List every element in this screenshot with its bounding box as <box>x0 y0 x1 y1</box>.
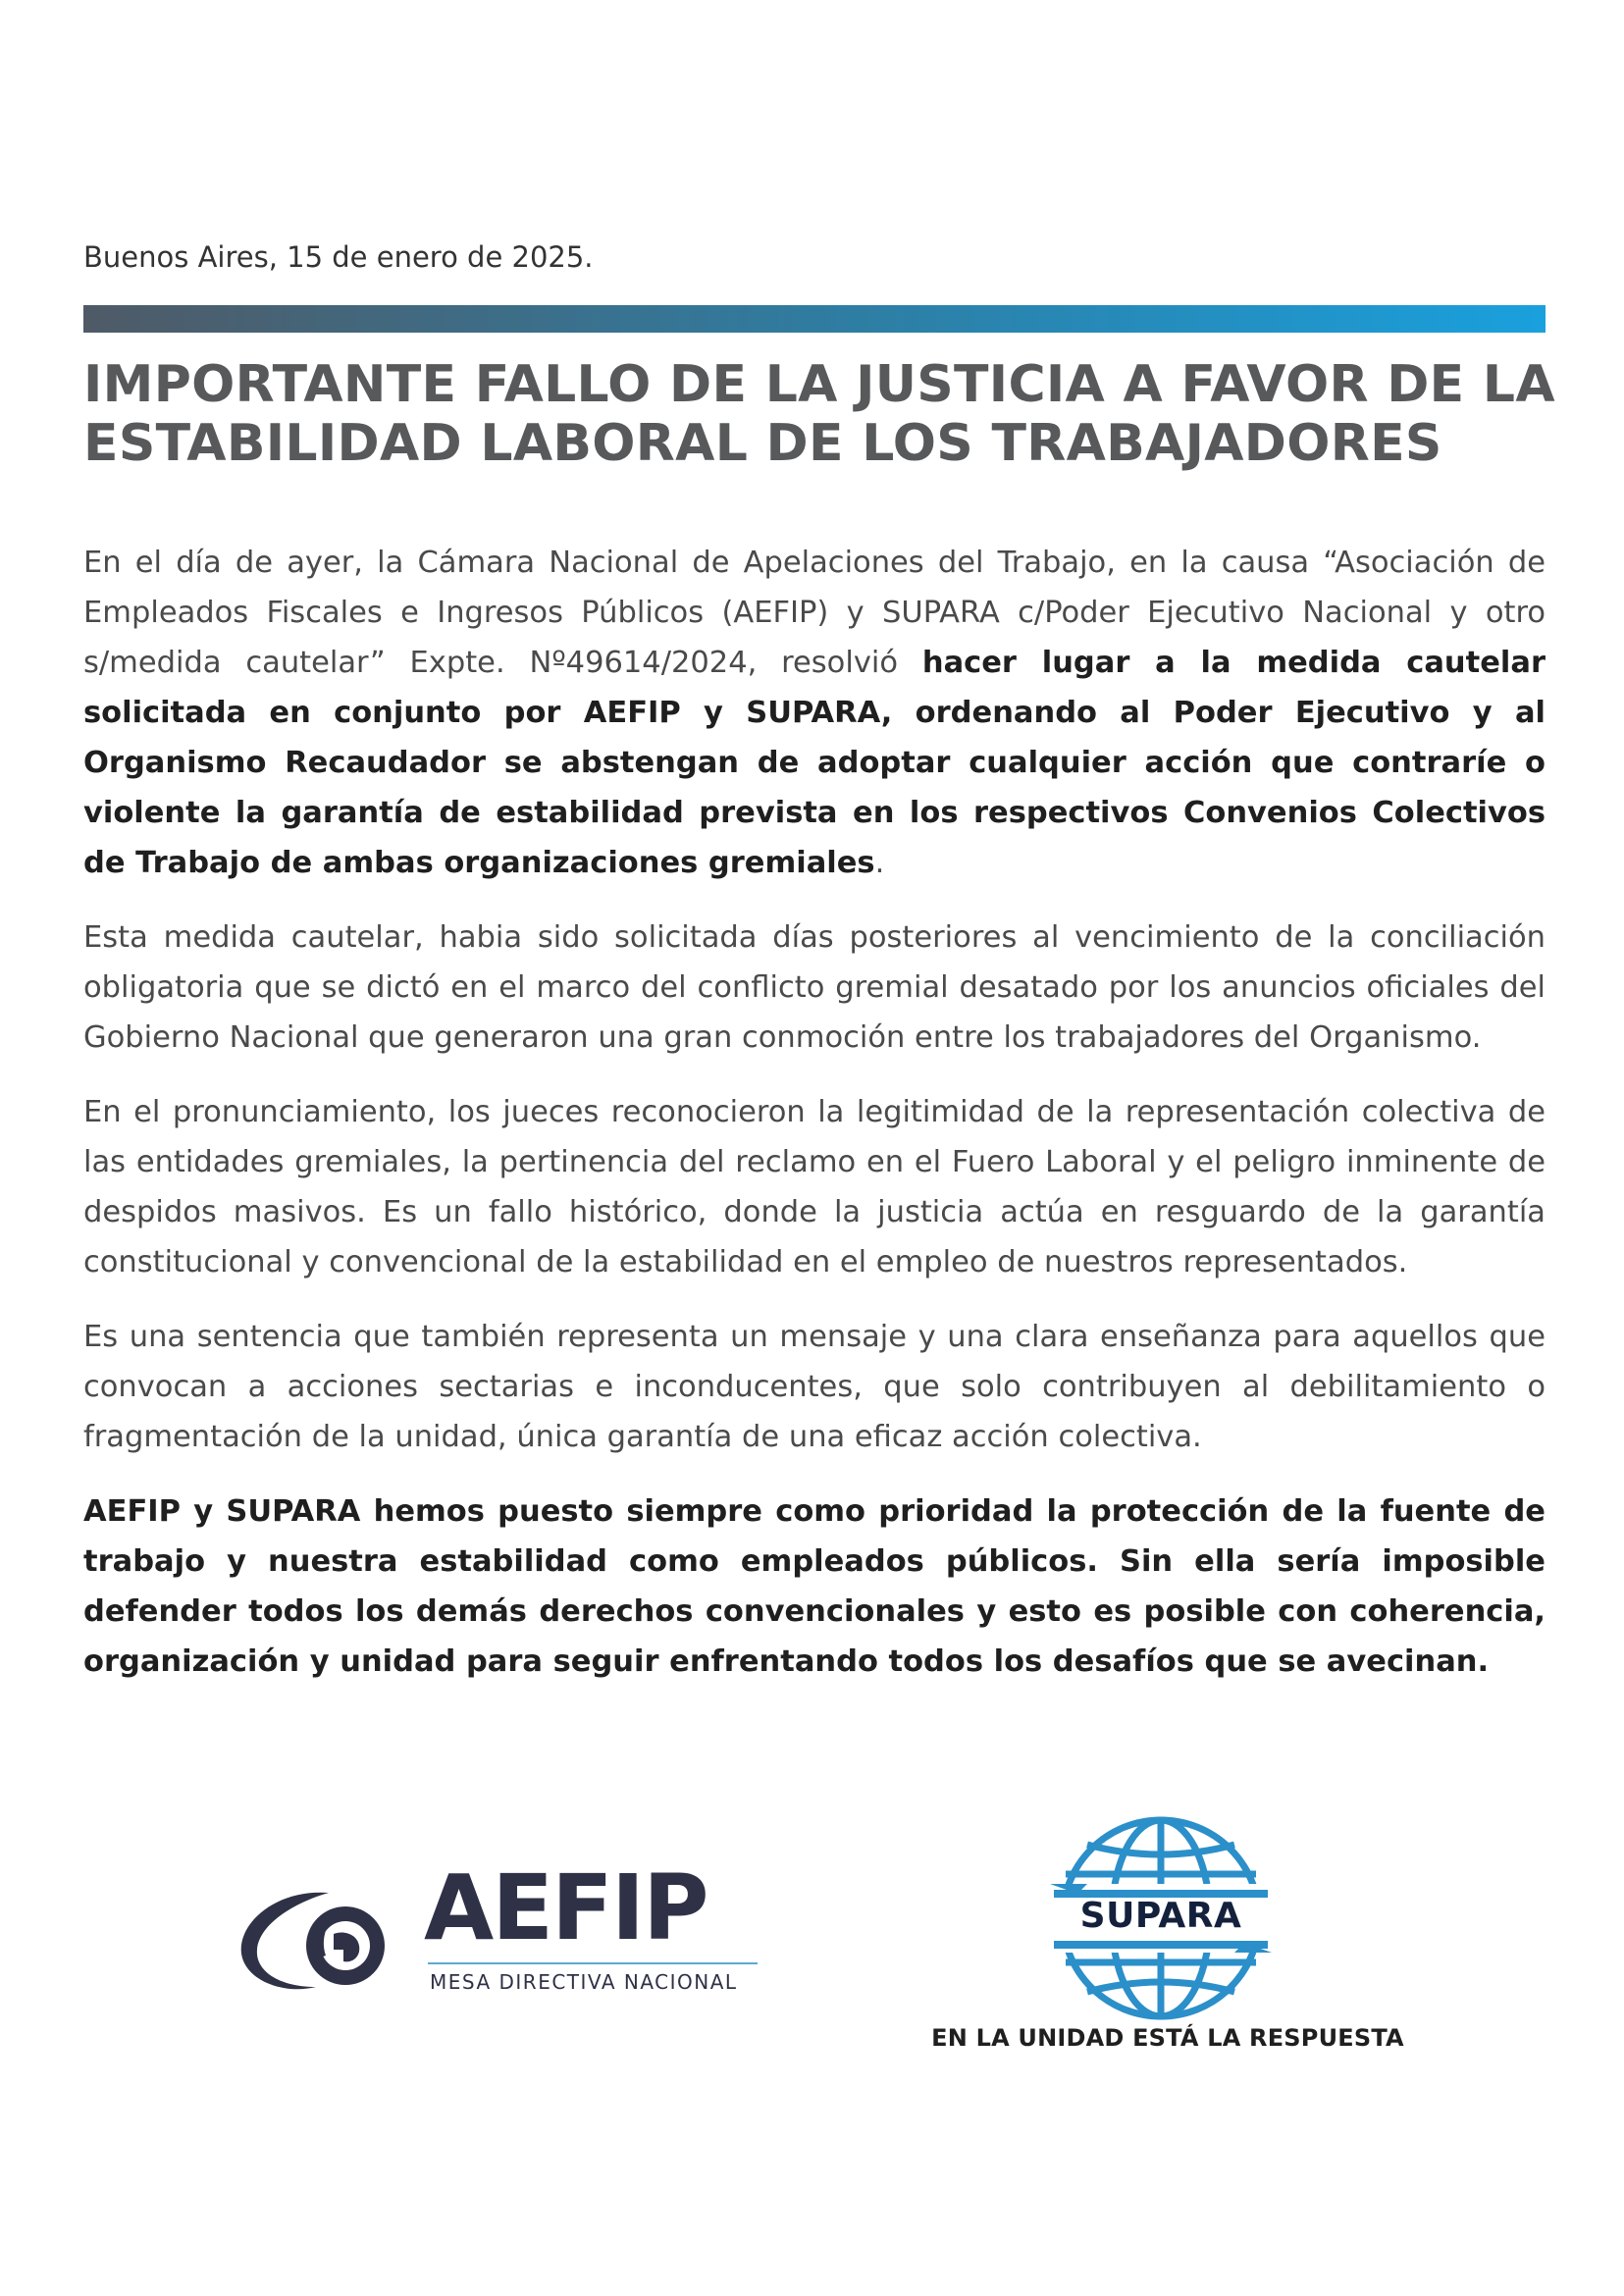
paragraph-3: En el pronunciamiento, los jueces reconocieron la legitimidad de la representación colectiva de las entidades gremiales, la pertinencia del reclamo en el Fuero Laboral y el peligro inminente de despidos masivos. Es un fallo histórico, donde la justicia actúa en resguardo de la garantía constitucional y convencional de la estabilidad en el empleo de nuestros representados. <box>83 1095 1545 1279</box>
document-body <box>83 538 1545 1711</box>
paragraph-1-bold: hacer lugar a la medida cautelar solicitada en conjunto por AEFIP y SUPARA, ordenando al Poder Ejecutivo y al Organismo Recaudador se abstengan de adoptar cualquier acción que contraríe o violente la garantía de estabilidad prevista en los respectivos Convenios Colectivos de Trabajo de ambas organizaciones gremiales <box>83 646 1545 880</box>
aefip-subtitle: MESA DIRECTIVA NACIONAL <box>430 1970 738 1994</box>
header-gradient-bar <box>83 305 1545 333</box>
title-line-1: IMPORTANTE FALLO DE LA JUSTICIA A FAVOR DE LA <box>83 355 1555 414</box>
document-date: Buenos Aires, 15 de enero de 2025. <box>83 240 594 274</box>
paragraph-1 <box>83 538 1545 888</box>
document-title <box>83 355 1555 473</box>
supara-logo <box>1048 1805 1274 2031</box>
aefip-divider <box>428 1962 758 1964</box>
aefip-wordmark: AEFIP <box>424 1855 707 1960</box>
paragraph-5: AEFIP y SUPARA hemos puesto siempre como prioridad la protección de la fuente de trabajo y nuestra estabilidad como empleados públicos. Sin ella sería imposible defender todos los demás derechos convencionales y esto es posible con coherencia, organización y unidad para seguir enfrentando todos los desafíos que se avecinan. <box>83 1494 1545 1679</box>
aefip-logo <box>236 1855 765 2007</box>
supara-motto: EN LA UNIDAD ESTÁ LA RESPUESTA <box>931 2024 1404 2052</box>
supara-wordmark: SUPARA <box>1079 1896 1242 1936</box>
aefip-emblem-icon <box>236 1885 402 2003</box>
paragraph-1-intro: En el día de ayer, la Cámara Nacional de Apelaciones del Trabajo, en la causa “Asociación de Empleados Fiscales e Ingresos Públicos (AEFIP) y SUPARA c/Poder Ejecutivo Nacional y otro s/medida cautelar” Expte. Nº49614/2024, resolvió <box>83 546 1545 680</box>
paragraph-4: Es una sentencia que también representa un mensaje y una clara enseñanza para aquellos que convocan a acciones sectarias e inconducentes, que solo contribuyen al debilitamiento o fragmentación de la unidad, única garantía de una eficaz acción colectiva. <box>83 1320 1545 1454</box>
paragraph-1-end: . <box>874 846 885 880</box>
paragraph-2: Esta medida cautelar, habia sido solicitada días posteriores al vencimiento de la conciliación obligatoria que se dictó en el marco del conflicto gremial desatado por los anuncios oficiales del Gobierno Nacional que generaron una gran conmoción entre los trabajadores del Organismo. <box>83 920 1545 1055</box>
title-line-2: ESTABILIDAD LABORAL DE LOS TRABAJADORES <box>83 414 1442 473</box>
